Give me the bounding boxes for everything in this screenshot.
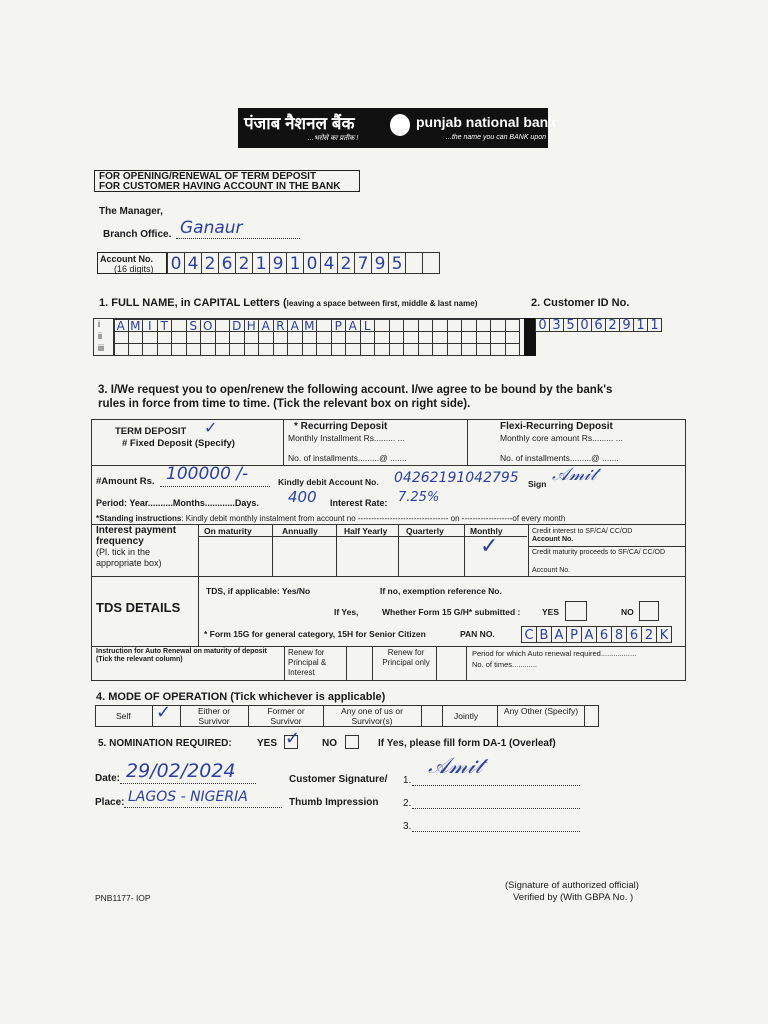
name-char-cell[interactable] <box>171 343 187 356</box>
signature-no-1: 1. <box>403 775 412 786</box>
pan-cells[interactable] <box>522 626 672 643</box>
bank-english-name: punjab national bank <box>416 114 557 130</box>
mode-self[interactable]: Self <box>116 711 131 721</box>
customer-id-digit-cell[interactable]: 1 <box>633 318 648 332</box>
account-number-sub: (16 digits) <box>114 264 154 274</box>
mode-former-survivor[interactable]: Former or Survivor <box>267 706 305 726</box>
name-char-cell[interactable] <box>418 343 434 356</box>
nomination-note: If Yes, please fill form DA-1 (Overleaf) <box>378 738 556 749</box>
customer-id-digit-cell[interactable]: 1 <box>647 318 662 332</box>
nomination-no-checkbox[interactable] <box>345 735 359 749</box>
term-deposit-label[interactable]: TERM DEPOSIT <box>115 426 187 437</box>
tds-no-label: NO <box>621 607 634 617</box>
account-digit-cell[interactable]: 2 <box>337 252 355 274</box>
bank-logo <box>238 108 557 148</box>
mode-heading: 4. MODE OF OPERATION (Tick whichever is applicable) <box>96 691 386 703</box>
tds-applicable[interactable]: TDS, if applicable: Yes/No <box>206 586 311 596</box>
recurring-monthly: Monthly Installment Rs......... ... <box>288 433 405 443</box>
row-label-2: ii <box>98 331 102 341</box>
mode-jointly[interactable]: Jointly <box>454 711 479 721</box>
recurring-installments: No. of installments.........@ ....... <box>288 453 407 463</box>
name-char-cell[interactable] <box>432 343 448 356</box>
name-char-cell[interactable]: A <box>287 319 303 332</box>
period-months-label: Months............ <box>172 498 235 508</box>
mode-either-survivor[interactable]: Either or Survivor <box>197 706 231 726</box>
name-char-cell[interactable] <box>142 343 158 356</box>
pan-char-cell[interactable]: A <box>581 626 597 643</box>
date-line <box>120 783 256 784</box>
freq-on-maturity[interactable]: On maturity <box>204 526 252 536</box>
customer-id-digit-cell[interactable]: 5 <box>563 318 578 332</box>
pan-char-cell[interactable]: 6 <box>596 626 612 643</box>
renew-principal-only[interactable]: Renew for Principal only <box>382 648 430 667</box>
name-char-cell[interactable] <box>113 343 129 356</box>
name-char-cell[interactable] <box>215 343 231 356</box>
full-name-row-3[interactable] <box>114 343 520 356</box>
freq-header-line <box>198 536 527 537</box>
nomination-no-label: NO <box>322 738 337 749</box>
tds-form-note: * Form 15G for general category, 15H for Senior Citizen <box>204 629 426 639</box>
full-name-note: leaving a space between first, middle & last name) <box>286 299 478 308</box>
freq-annually[interactable]: Annually <box>282 526 318 536</box>
credit-divider <box>528 546 685 547</box>
row-label-1: i <box>98 319 100 329</box>
name-char-cell[interactable] <box>157 343 173 356</box>
credit-interest-account[interactable]: Account No. <box>532 536 574 543</box>
customer-id-heading: 2. Customer ID No. <box>531 297 630 309</box>
name-char-cell[interactable] <box>374 343 390 356</box>
date-label: Date: <box>95 773 121 784</box>
name-char-cell[interactable] <box>331 343 347 356</box>
deposit-table <box>91 419 686 681</box>
account-number-label-box <box>97 252 167 274</box>
tds-whether-form: Whether Form 15 G/H* submitted : <box>382 607 521 617</box>
flexi-title[interactable]: Flexi-Recurring Deposit <box>500 421 613 432</box>
name-char-cell[interactable] <box>258 343 274 356</box>
standing-text: : Kindly debit monthly instalment from account no ---------------------------------- on -------------------of every month <box>181 514 566 523</box>
mode-anyone-survivor[interactable]: Any one of us or Survivor(s) <box>341 706 403 726</box>
full-name-rows[interactable] <box>114 319 520 356</box>
nomination-yes-label: YES <box>257 738 278 749</box>
credit-maturity-label: Credit maturity proceeds to SF/CA/ CC/OD <box>532 549 666 556</box>
standing-instructions <box>96 514 565 523</box>
customer-id-digit-cell[interactable]: 0 <box>577 318 592 332</box>
credit-interest-label: Credit interest to SF/CA/ CC/OD <box>532 528 633 535</box>
name-char-cell[interactable]: M <box>128 319 144 332</box>
name-char-cell[interactable]: D <box>229 319 245 332</box>
interest-rate-label: Interest Rate: <box>330 498 388 508</box>
name-char-cell[interactable] <box>287 343 303 356</box>
place-label: Place: <box>95 797 125 808</box>
purpose-line-2: FOR CUSTOMER HAVING ACCOUNT IN THE BANK <box>99 181 341 192</box>
tds-no-checkbox[interactable] <box>639 601 659 621</box>
row-label-col <box>94 319 115 355</box>
name-char-cell[interactable] <box>476 343 492 356</box>
tds-yes-label: YES <box>542 607 560 617</box>
account-digit-cell[interactable]: 2 <box>235 252 253 274</box>
account-digit-cell[interactable]: 6 <box>218 252 236 274</box>
fixed-deposit-label[interactable]: # Fixed Deposit (Specify) <box>122 438 235 449</box>
account-digit-cell[interactable]: 1 <box>252 252 270 274</box>
account-number-cells[interactable] <box>168 252 440 274</box>
name-char-cell[interactable] <box>200 343 216 356</box>
customer-id-digit-cell[interactable]: 9 <box>619 318 634 332</box>
name-char-cell[interactable]: S <box>186 319 202 332</box>
period-days-value[interactable]: 400 <box>288 488 317 506</box>
account-digit-cell[interactable]: 7 <box>354 252 372 274</box>
date-value[interactable]: 29/02/2024 <box>126 760 236 782</box>
standing-label: *Standing instructions <box>96 514 182 523</box>
tds-title: TDS DETAILS <box>96 600 181 615</box>
pan-label: PAN NO. <box>460 629 495 639</box>
name-char-cell[interactable]: H <box>244 319 260 332</box>
name-char-cell[interactable] <box>316 343 332 356</box>
amount-value[interactable]: 100000 /- <box>166 464 249 484</box>
bank-english-tag: ...the name you can BANK upon ! <box>446 134 550 141</box>
verified-by-label: Verified by (With GBPA No. ) <box>513 892 634 903</box>
period-days-label: Days. <box>234 498 259 508</box>
mode-any-other[interactable]: Any Other (Specify) <box>503 706 579 716</box>
signature-no-2: 2. <box>403 798 412 809</box>
name-char-cell[interactable] <box>447 343 463 356</box>
renew-principal-interest[interactable]: Renew for Principal & Interest <box>288 648 327 677</box>
account-digit-cell[interactable] <box>422 252 440 274</box>
nomination-yes-tick[interactable]: ✓ <box>285 728 301 749</box>
form-purpose-box <box>94 170 360 192</box>
signature-line-1[interactable] <box>412 785 580 786</box>
full-name-grid[interactable] <box>93 318 530 356</box>
amount-label: #Amount Rs. <box>96 476 155 487</box>
tds-exemption[interactable]: If no, exemption reference No. <box>380 586 502 596</box>
name-char-cell[interactable] <box>389 343 405 356</box>
pan-char-cell[interactable]: K <box>656 626 672 643</box>
signature-line-3[interactable] <box>412 831 580 832</box>
account-digit-cell[interactable]: 5 <box>388 252 406 274</box>
renewal-period[interactable]: Period for which Auto renewal required................. <box>472 649 637 658</box>
pan-char-cell[interactable]: P <box>566 626 582 643</box>
account-digit-cell[interactable] <box>405 252 423 274</box>
nomination-label: 5. NOMINATION REQUIRED: <box>98 738 232 749</box>
signature-no-3: 3. <box>403 821 412 832</box>
interest-rate-value[interactable]: 7.25% <box>398 490 440 505</box>
account-digit-cell[interactable]: 0 <box>303 252 321 274</box>
account-digit-cell[interactable]: 4 <box>320 252 338 274</box>
pan-char-cell[interactable]: C <box>521 626 537 643</box>
pan-char-cell[interactable]: 8 <box>611 626 627 643</box>
name-char-cell[interactable] <box>461 343 477 356</box>
period-year-label: Period: Year.......... <box>96 498 173 508</box>
name-char-cell[interactable] <box>360 343 376 356</box>
name-char-cell[interactable]: I <box>142 319 158 332</box>
flexi-monthly: Monthly core amount Rs......... ... <box>500 433 623 443</box>
form-code: PNB1177- IOP <box>95 893 151 903</box>
request-line-2: rules in force from time to time. (Tick the relevant box on right side). <box>98 398 471 410</box>
manager-label: The Manager, <box>99 206 163 217</box>
recurring-title[interactable]: * Recurring Deposit <box>294 421 388 432</box>
name-char-cell[interactable] <box>244 343 260 356</box>
mode-self-tick[interactable]: ✓ <box>156 702 172 723</box>
place-value[interactable]: LAGOS - NIGERIA <box>128 789 248 805</box>
pan-char-cell[interactable]: B <box>536 626 552 643</box>
name-char-cell[interactable]: A <box>345 319 361 332</box>
amount-signature: 𝒜𝓂𝒾𝓉 <box>552 464 597 485</box>
row-label-3: iii <box>98 343 104 353</box>
account-digit-cell[interactable]: 4 <box>184 252 202 274</box>
tds-if-yes: If Yes, <box>334 607 359 617</box>
pnb-emblem-icon <box>390 114 410 136</box>
interest-frequency-title: Interest payment frequency <box>96 525 177 547</box>
customer-id-digit-cell[interactable]: 3 <box>549 318 564 332</box>
name-char-cell[interactable]: M <box>302 319 318 332</box>
branch-office-label: Branch Office. <box>103 229 172 240</box>
place-line <box>124 807 282 808</box>
request-text <box>98 383 612 411</box>
renewal-times[interactable]: No. of times............ <box>472 660 538 669</box>
name-char-cell[interactable]: O <box>200 319 216 332</box>
mode-table <box>95 702 599 727</box>
term-deposit-tick[interactable]: ✓ <box>204 418 218 437</box>
account-digit-cell[interactable]: 9 <box>371 252 389 274</box>
pan-char-cell[interactable]: A <box>551 626 567 643</box>
credit-maturity-account[interactable]: Account No. <box>532 567 571 574</box>
sign-label: Sign <box>528 479 547 489</box>
customer-signature-label: Customer Signature/ <box>289 774 388 785</box>
pan-char-cell[interactable]: 6 <box>626 626 642 643</box>
request-line-1: 3. I/We request you to open/renew the following account. I/we agree to be bound by the bank's <box>98 384 613 396</box>
flexi-installments: No. of installments.........@ ....... <box>500 453 619 463</box>
bank-hindi-tag: ...भरोसे का प्रतीक ! <box>308 135 359 142</box>
purpose-line-1: FOR OPENING/RENEWAL OF TERM DEPOSIT <box>99 171 317 182</box>
name-char-cell[interactable]: A <box>258 319 274 332</box>
renewal-instruction: Instruction for Auto Renewal on maturity of deposit (Tick the relevant column) <box>96 648 267 663</box>
branch-office-value[interactable]: Ganaur <box>180 218 243 238</box>
account-number-label: Account No. <box>100 254 153 264</box>
customer-id-cells[interactable] <box>536 318 662 332</box>
account-digit-cell[interactable]: 9 <box>269 252 287 274</box>
name-char-cell[interactable]: A <box>113 319 129 332</box>
period-row <box>96 498 259 508</box>
branch-office-line <box>176 238 300 239</box>
account-digit-cell[interactable]: 0 <box>167 252 185 274</box>
name-char-cell[interactable] <box>345 343 361 356</box>
debit-account-value[interactable]: 04262191042795 <box>394 470 519 486</box>
tds-yes-checkbox[interactable] <box>565 601 587 621</box>
name-char-cell[interactable] <box>128 343 144 356</box>
authorized-signature-label: (Signature of authorized official) <box>505 880 639 891</box>
bank-hindi-name: पंजाब नैशनल बैंक <box>244 114 355 133</box>
name-char-cell[interactable] <box>490 343 506 356</box>
amount-line <box>160 486 270 487</box>
freq-quarterly[interactable]: Quarterly <box>406 526 444 536</box>
customer-signature-1: 𝒜𝓂𝒾𝓉 <box>428 754 483 779</box>
customer-id-digit-cell[interactable]: 0 <box>535 318 550 332</box>
freq-half-yearly[interactable]: Half Yearly <box>344 526 388 536</box>
debit-account-label: Kindly debit Account No. <box>278 477 379 487</box>
interest-frequency-note: (Pl. tick in the appropriate box) <box>96 547 162 568</box>
customer-id-digit-cell[interactable]: 6 <box>591 318 606 332</box>
account-digit-cell[interactable]: 2 <box>201 252 219 274</box>
freq-monthly-tick[interactable]: ✓ <box>480 534 499 559</box>
name-char-cell[interactable]: T <box>157 319 173 332</box>
name-char-cell[interactable]: R <box>273 319 289 332</box>
name-char-cell[interactable] <box>302 343 318 356</box>
name-char-cell[interactable] <box>229 343 245 356</box>
name-char-cell[interactable] <box>403 343 419 356</box>
name-char-cell[interactable]: P <box>331 319 347 332</box>
full-name-heading-text: 1. FULL NAME, in CAPITAL Letters ( <box>99 297 287 309</box>
customer-id-digit-cell[interactable]: 2 <box>605 318 620 332</box>
name-char-cell[interactable] <box>186 343 202 356</box>
pan-char-cell[interactable]: 2 <box>641 626 657 643</box>
thumb-impression-label: Thumb Impression <box>289 797 379 808</box>
name-char-cell[interactable] <box>273 343 289 356</box>
account-digit-cell[interactable]: 1 <box>286 252 304 274</box>
name-char-cell[interactable] <box>505 343 521 356</box>
name-char-cell[interactable]: L <box>360 319 376 332</box>
signature-line-2[interactable] <box>412 808 580 809</box>
freq-monthly[interactable]: Monthly <box>470 526 503 536</box>
full-name-heading <box>99 297 477 309</box>
